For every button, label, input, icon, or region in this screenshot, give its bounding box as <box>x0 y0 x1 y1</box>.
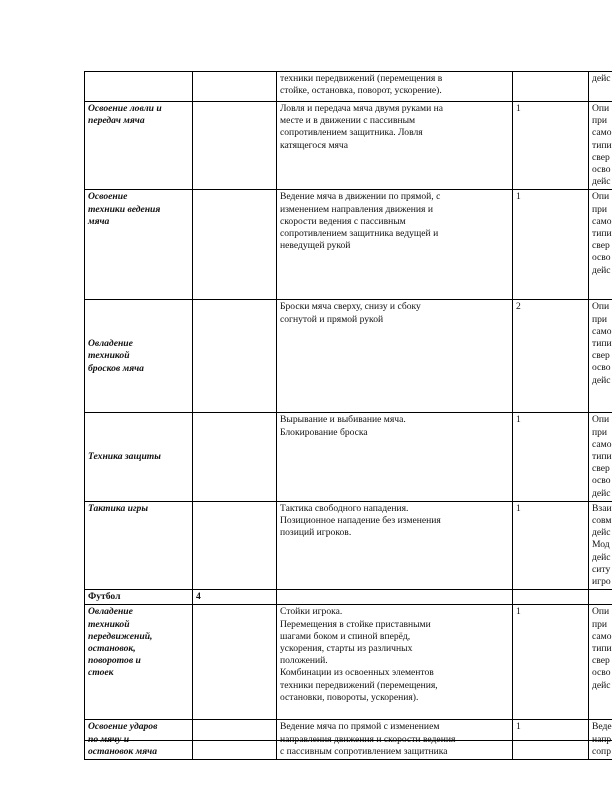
cell-line: шагами боком и спиной вперёд, <box>280 630 411 642</box>
cell-line: Опи <box>592 606 610 618</box>
table-body <box>85 72 612 760</box>
cell-line: Стойки игрока. <box>280 606 343 618</box>
cell-line: игро <box>592 576 611 588</box>
topic-cell <box>85 605 193 720</box>
cell-line: при <box>592 618 608 630</box>
empty-cell <box>513 590 589 605</box>
cell-line: Освоение ударов <box>88 721 158 733</box>
cell-line: сопротивлением защитника. Ловля <box>280 127 423 139</box>
cell-line: техники передвижений (перемещения, <box>280 679 438 691</box>
count-cell: 1 <box>513 413 589 501</box>
cell-line: само <box>592 630 612 642</box>
hours-cell <box>193 300 277 413</box>
activity-cell <box>589 190 612 300</box>
hours-cell <box>193 190 277 300</box>
cell-line: стойке, остановка, поворот, ускорение). <box>280 85 442 97</box>
topic-cell <box>85 413 193 501</box>
cell-line: остановок, <box>88 643 136 655</box>
cell-line: осво <box>592 252 611 264</box>
table-row <box>85 300 612 413</box>
cell-line: Комбинации из освоенных элементов <box>280 667 434 679</box>
count-cell: 1 <box>513 190 589 300</box>
section-hours: 4 <box>193 590 277 605</box>
cell-line: напр <box>592 733 612 745</box>
cell-line: остановок мяча <box>88 745 158 757</box>
activity-cell <box>589 501 612 589</box>
count-cell: 1 <box>513 605 589 720</box>
cell-line: передач мяча <box>88 115 145 127</box>
cell-line: сопр <box>592 745 611 757</box>
cell-line: само <box>592 215 612 227</box>
cell-line: Овладение <box>88 606 133 618</box>
cell-line: Опи <box>592 103 610 114</box>
hours-cell <box>193 413 277 501</box>
cell-line: дейс <box>592 176 611 188</box>
count-cell: 2 <box>513 300 589 413</box>
cell-line: поворотов и <box>88 655 141 667</box>
hours-cell <box>193 72 277 102</box>
cell-line: с пассивным сопротивлением защитника <box>280 745 448 757</box>
cell-line: техники передвижений (перемещения в <box>280 73 443 84</box>
empty-cell <box>277 590 513 605</box>
topic-cell <box>85 72 193 102</box>
cell-line: Перемещения в стойке приставными <box>280 618 431 630</box>
cell-line: Мод <box>592 539 610 551</box>
count-cell <box>513 72 589 102</box>
count-cell: 1 <box>513 501 589 589</box>
cell-line: Тактика игры <box>88 502 148 514</box>
cell-line: Блокирование броска <box>280 426 368 438</box>
cell-line: Освоение <box>88 191 128 203</box>
content-cell <box>277 102 513 190</box>
cell-line: Техника защиты <box>88 451 161 463</box>
cell-line: типи <box>592 338 612 350</box>
cell-line: передвижений, <box>88 630 153 642</box>
table-row <box>85 605 612 720</box>
cell-line: при <box>592 426 608 438</box>
cell-line: Взаи <box>592 502 612 514</box>
content-cell <box>277 413 513 501</box>
cell-line: дейс <box>592 487 611 499</box>
cell-line: дейс <box>592 73 611 84</box>
content-cell <box>277 190 513 300</box>
cell-line: положений. <box>280 655 328 667</box>
cell-line: Опи <box>592 191 610 203</box>
cell-line: изменением направления движения и <box>280 203 434 215</box>
cell-line: направления движения и скорости ведения <box>280 733 456 745</box>
table-row <box>85 72 612 102</box>
table-row <box>85 102 612 190</box>
cell-line: техникой <box>88 618 130 630</box>
cell-line: свер <box>592 350 610 362</box>
cell-line: осво <box>592 667 611 679</box>
activity-cell <box>589 300 612 413</box>
activity-cell <box>589 72 612 102</box>
activity-cell <box>589 102 612 190</box>
section-title: Футбол <box>85 590 193 605</box>
cell-line: позиций игроков. <box>280 527 352 539</box>
cell-line: неведущей рукой <box>280 240 351 252</box>
cell-line: Ведение мяча в движении по прямой, с <box>280 191 441 203</box>
cell-line: техникой <box>88 350 130 362</box>
cell-line: свер <box>592 151 610 163</box>
cell-line: техники ведения <box>88 203 161 215</box>
cell-line: бросков мяча <box>88 362 144 374</box>
table-row <box>85 190 612 300</box>
hours-cell <box>193 501 277 589</box>
cell-line: месте и в движении с пассивным <box>280 115 416 127</box>
cell-line: типи <box>592 228 612 240</box>
cell-line: осво <box>592 475 611 487</box>
cell-line: Освоение ловли и <box>88 103 162 114</box>
cell-line: дейс <box>592 679 611 691</box>
cell-line: дейс <box>592 264 611 276</box>
cell-line: скорости ведения с пассивным <box>280 215 406 227</box>
cell-line: Опи <box>592 414 610 426</box>
cell-line: само <box>592 438 612 450</box>
cell-line: осво <box>592 164 611 176</box>
cell-line: дейс <box>592 527 611 539</box>
cell-line: Позиционное нападение без изменения <box>280 515 441 527</box>
cell-line: при <box>592 203 608 215</box>
lesson-plan-table <box>84 71 612 760</box>
topic-cell <box>85 300 193 413</box>
count-cell: 1 <box>513 720 589 760</box>
cell-line: типи <box>592 139 612 151</box>
cell-line: катящегося мяча <box>280 139 349 151</box>
activity-cell <box>589 413 612 501</box>
cell-line: согнутой и прямой рукой <box>280 313 384 325</box>
cell-line: совм <box>592 515 612 527</box>
cell-line: типи <box>592 451 612 463</box>
cell-line: стоек <box>88 667 114 679</box>
cell-line: сопротивлением защитника ведущей и <box>280 228 439 240</box>
cell-line: дейс <box>592 374 611 386</box>
cell-line: Ловля и передача мяча двумя руками на <box>280 103 443 114</box>
count-cell: 1 <box>513 102 589 190</box>
cell-line: типи <box>592 643 612 655</box>
table-row <box>85 501 612 589</box>
section-row <box>85 590 612 605</box>
cell-line: ситу <box>592 563 611 575</box>
cell-line: Ведение мяча по прямой с изменением <box>280 721 440 733</box>
activity-cell <box>589 605 612 720</box>
cell-line: Тактика свободного нападения. <box>280 502 409 514</box>
hours-cell <box>193 605 277 720</box>
cell-line: само <box>592 325 612 337</box>
empty-cell <box>589 590 612 605</box>
cell-line: свер <box>592 655 610 667</box>
topic-cell <box>85 190 193 300</box>
cell-line: остановки, повороты, ускорения). <box>280 691 419 703</box>
cell-line: ускорения, старты из различных <box>280 643 413 655</box>
cell-line: свер <box>592 240 610 252</box>
content-cell <box>277 72 513 102</box>
cell-line: по мячу и <box>88 733 130 745</box>
cell-line: дейс <box>592 551 611 563</box>
topic-cell <box>85 102 193 190</box>
cell-line: Веде <box>592 721 612 733</box>
cell-line: само <box>592 127 612 139</box>
cell-line: Броски мяча сверху, снизу и сбоку <box>280 301 421 313</box>
table-bottom-border <box>84 740 612 741</box>
cell-line: при <box>592 115 608 127</box>
content-cell <box>277 300 513 413</box>
hours-cell <box>193 102 277 190</box>
cell-line: Опи <box>592 301 610 313</box>
cell-line: свер <box>592 463 610 475</box>
cell-line: осво <box>592 362 611 374</box>
cell-line: при <box>592 313 608 325</box>
content-cell <box>277 501 513 589</box>
topic-cell <box>85 501 193 589</box>
cell-line: Овладение <box>88 338 133 350</box>
cell-line: Вырывание и выбивание мяча. <box>280 414 406 426</box>
content-cell <box>277 605 513 720</box>
cell-line: мяча <box>88 215 110 227</box>
table-row <box>85 413 612 501</box>
